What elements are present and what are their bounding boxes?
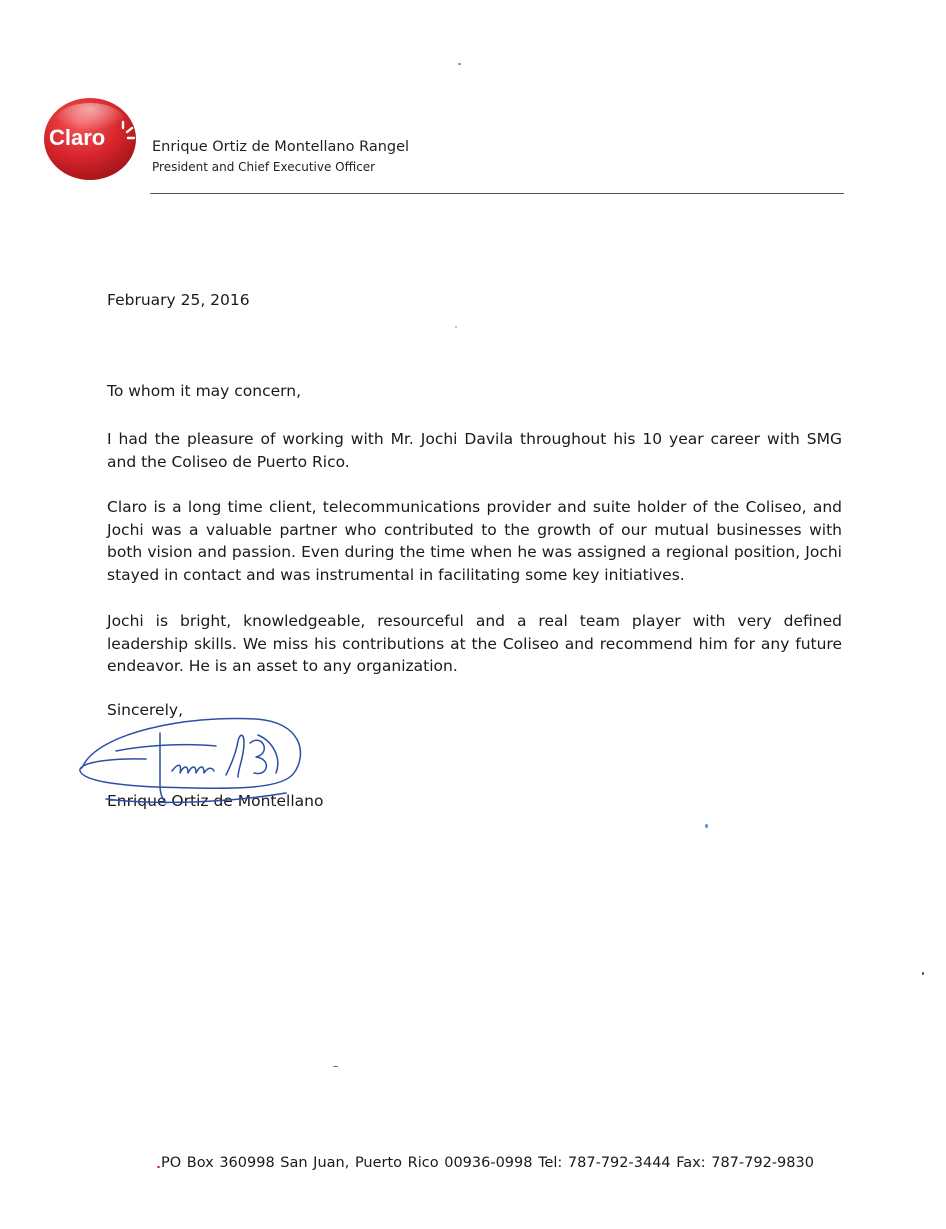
signer-name: Enrique Ortiz de Montellano <box>107 792 324 810</box>
scan-speck <box>333 1066 338 1067</box>
header-divider <box>150 193 844 194</box>
salutation: To whom it may concern, <box>107 382 301 400</box>
sender-name: Enrique Ortiz de Montellano Rangel <box>152 139 410 155</box>
body-paragraph: Jochi is bright, knowledgeable, resourceful and a real team player with very defined leadership skills. We miss his contributions at the Coliseo and recommend him for any future endeavor. He is an asset to any organization. <box>107 612 842 675</box>
body-paragraph: Claro is a long time client, telecommunications provider and suite holder of the Coliseo, and Jochi was a valuable partner who contributed to the growth of our mutual businesses with both vision and passion. Even during the time when he was assigned a regional position, Jochi stayed in contact and was instrumental in facilitating some key initiatives. <box>107 498 842 584</box>
scan-speck <box>922 972 924 975</box>
scan-speck <box>458 63 461 65</box>
scan-speck <box>157 1166 160 1168</box>
footer-contact: PO Box 360998 San Juan, Puerto Rico 00936-0998 Tel: 787-792-3444 Fax: 787-792-9830 <box>161 1155 814 1171</box>
handwritten-signature <box>76 713 308 817</box>
scan-speck <box>705 824 708 828</box>
sender-title: President and Chief Executive Officer <box>152 160 376 174</box>
claro-logo <box>43 97 137 181</box>
body-paragraph: I had the pleasure of working with Mr. Jochi Davila throughout his 10 year career with SMG and the Coliseo de Puerto Rico. <box>107 430 842 471</box>
letter-date: February 25, 2016 <box>107 291 250 309</box>
svg-text:Claro: Claro <box>49 125 106 150</box>
closing: Sincerely, <box>107 701 184 719</box>
scan-speck <box>455 326 457 328</box>
